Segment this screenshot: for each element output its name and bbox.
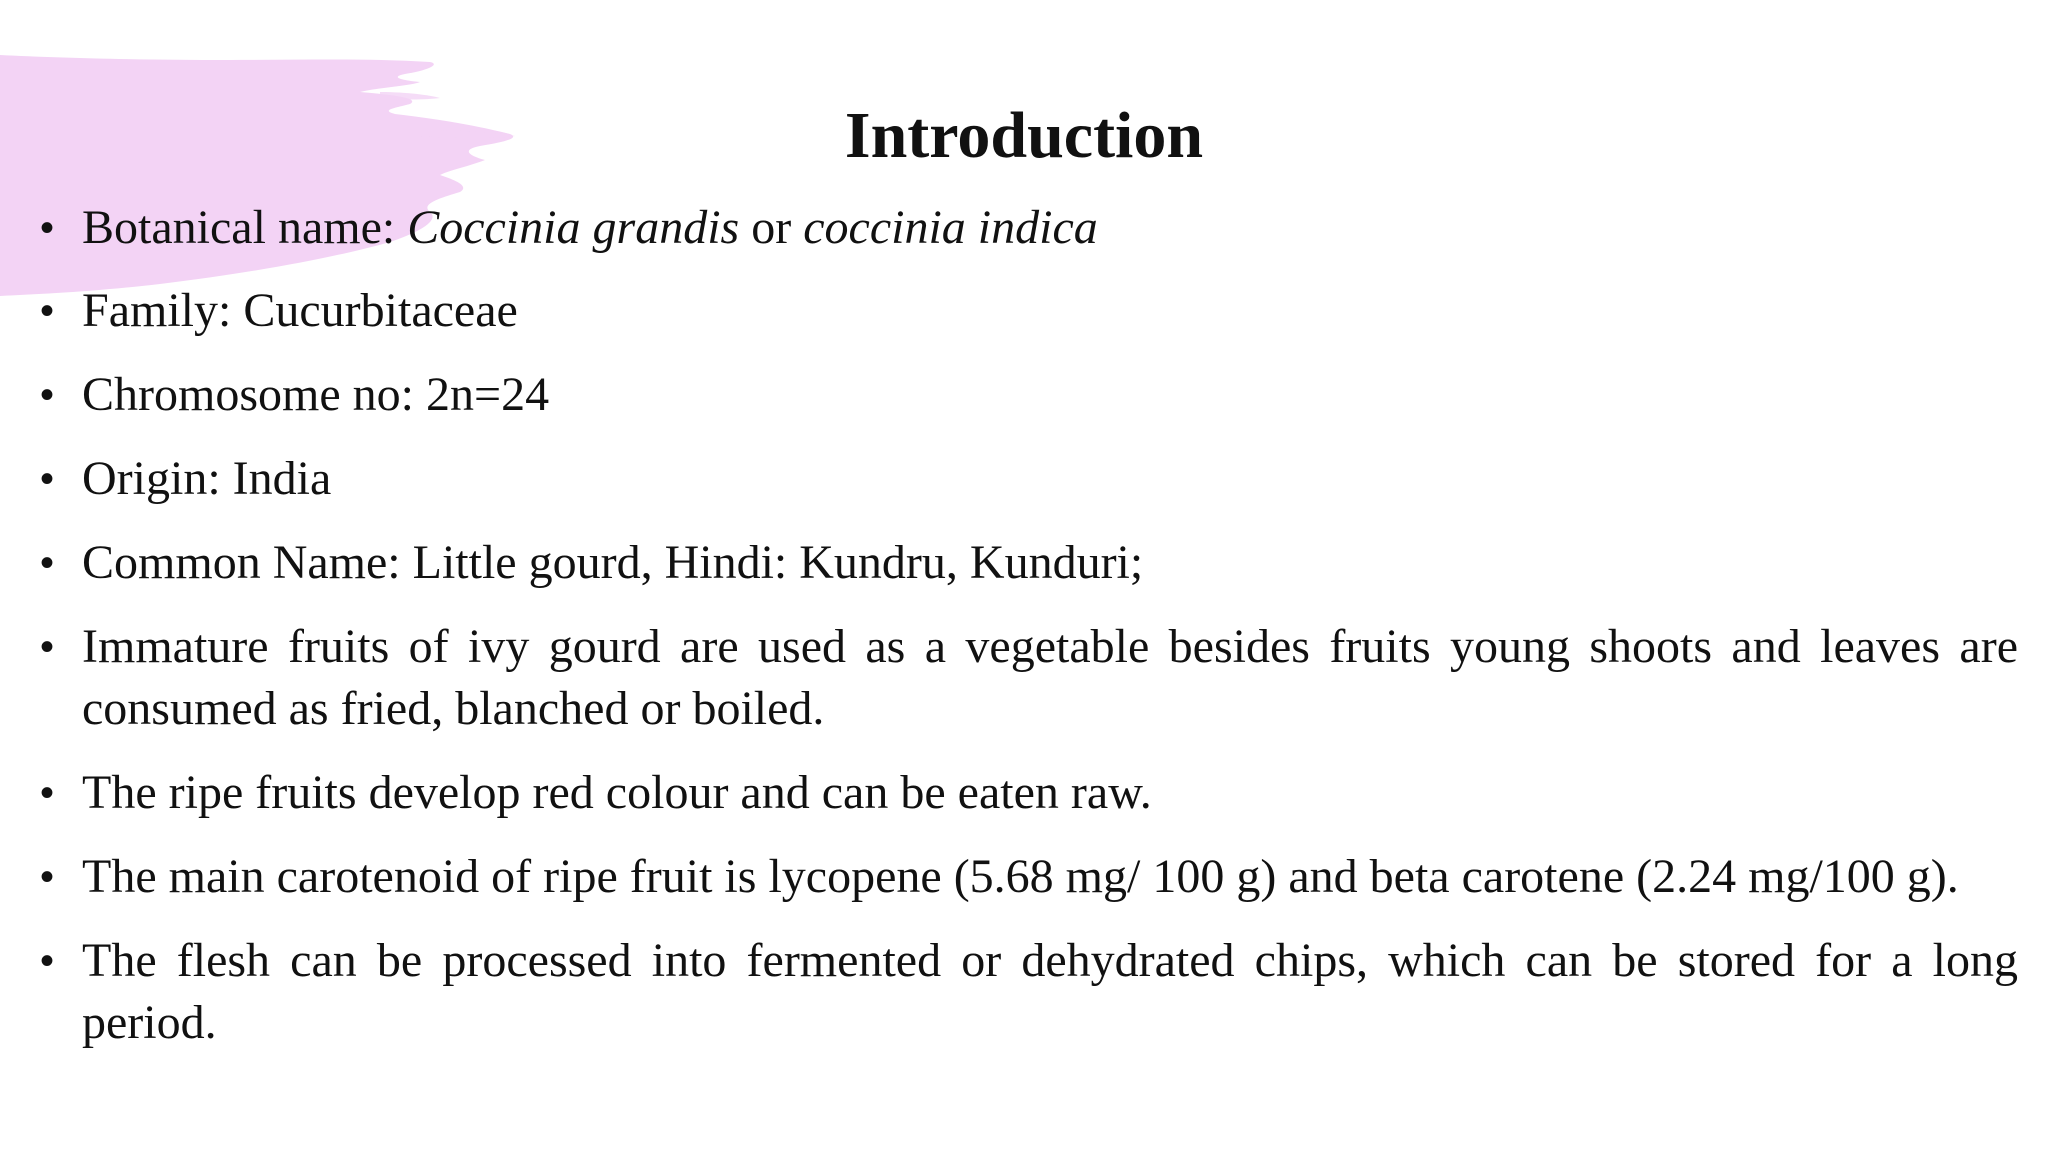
bullet-text: Chromosome no: 2n=24 — [82, 368, 550, 421]
botanical-name-1: Coccinia grandis — [407, 201, 740, 254]
bullet-dot-icon: • — [40, 289, 55, 333]
bullet-chromosome — [40, 364, 2018, 426]
slide-title: Introduction — [844, 99, 1204, 172]
botanical-label: Botanical name: — [82, 201, 408, 254]
bullet-family — [40, 280, 2018, 342]
bullet-dot-icon: • — [40, 206, 55, 250]
bullet-list — [40, 197, 2018, 1076]
bullet-dot-icon: • — [40, 771, 55, 815]
bullet-flesh — [40, 930, 2018, 1054]
bullet-dot-icon: • — [40, 939, 55, 983]
bullet-carotenoid — [40, 846, 2018, 908]
bullet-text: The flesh can be processed into fermented or dehydrated chips, which can be stored for a long period. — [82, 934, 2018, 1049]
bullet-origin — [40, 448, 2018, 510]
bullet-common-name — [40, 532, 2018, 594]
bullet-dot-icon: • — [40, 457, 55, 501]
bullet-text — [82, 197, 2018, 259]
bullet-text: Family: Cucurbitaceae — [82, 284, 518, 337]
bullet-dot-icon: • — [40, 541, 55, 585]
bullet-text: Common Name: Little gourd, Hindi: Kundru, Kunduri; — [82, 536, 1144, 589]
bullet-ripe-fruits — [40, 762, 2018, 824]
botanical-joiner: or — [739, 201, 804, 254]
bullet-text: Origin: India — [82, 452, 332, 505]
bullet-dot-icon: • — [40, 625, 55, 669]
bullet-dot-icon: • — [40, 855, 55, 899]
bullet-botanical-name — [40, 197, 2018, 259]
bullet-immature-fruits — [40, 616, 2018, 740]
bullet-text: The ripe fruits develop red colour and can be eaten raw. — [82, 766, 1152, 819]
bullet-text: The main carotenoid of ripe fruit is lycopene (5.68 mg/ 100 g) and beta carotene (2.24 mg/100 g). — [82, 850, 1959, 903]
botanical-name-2: coccinia indica — [803, 201, 1098, 254]
bullet-dot-icon: • — [40, 373, 55, 417]
bullet-text: Immature fruits of ivy gourd are used as a vegetable besides fruits young shoots and leaves are consumed as fried, blanched or boiled. — [82, 620, 2018, 735]
